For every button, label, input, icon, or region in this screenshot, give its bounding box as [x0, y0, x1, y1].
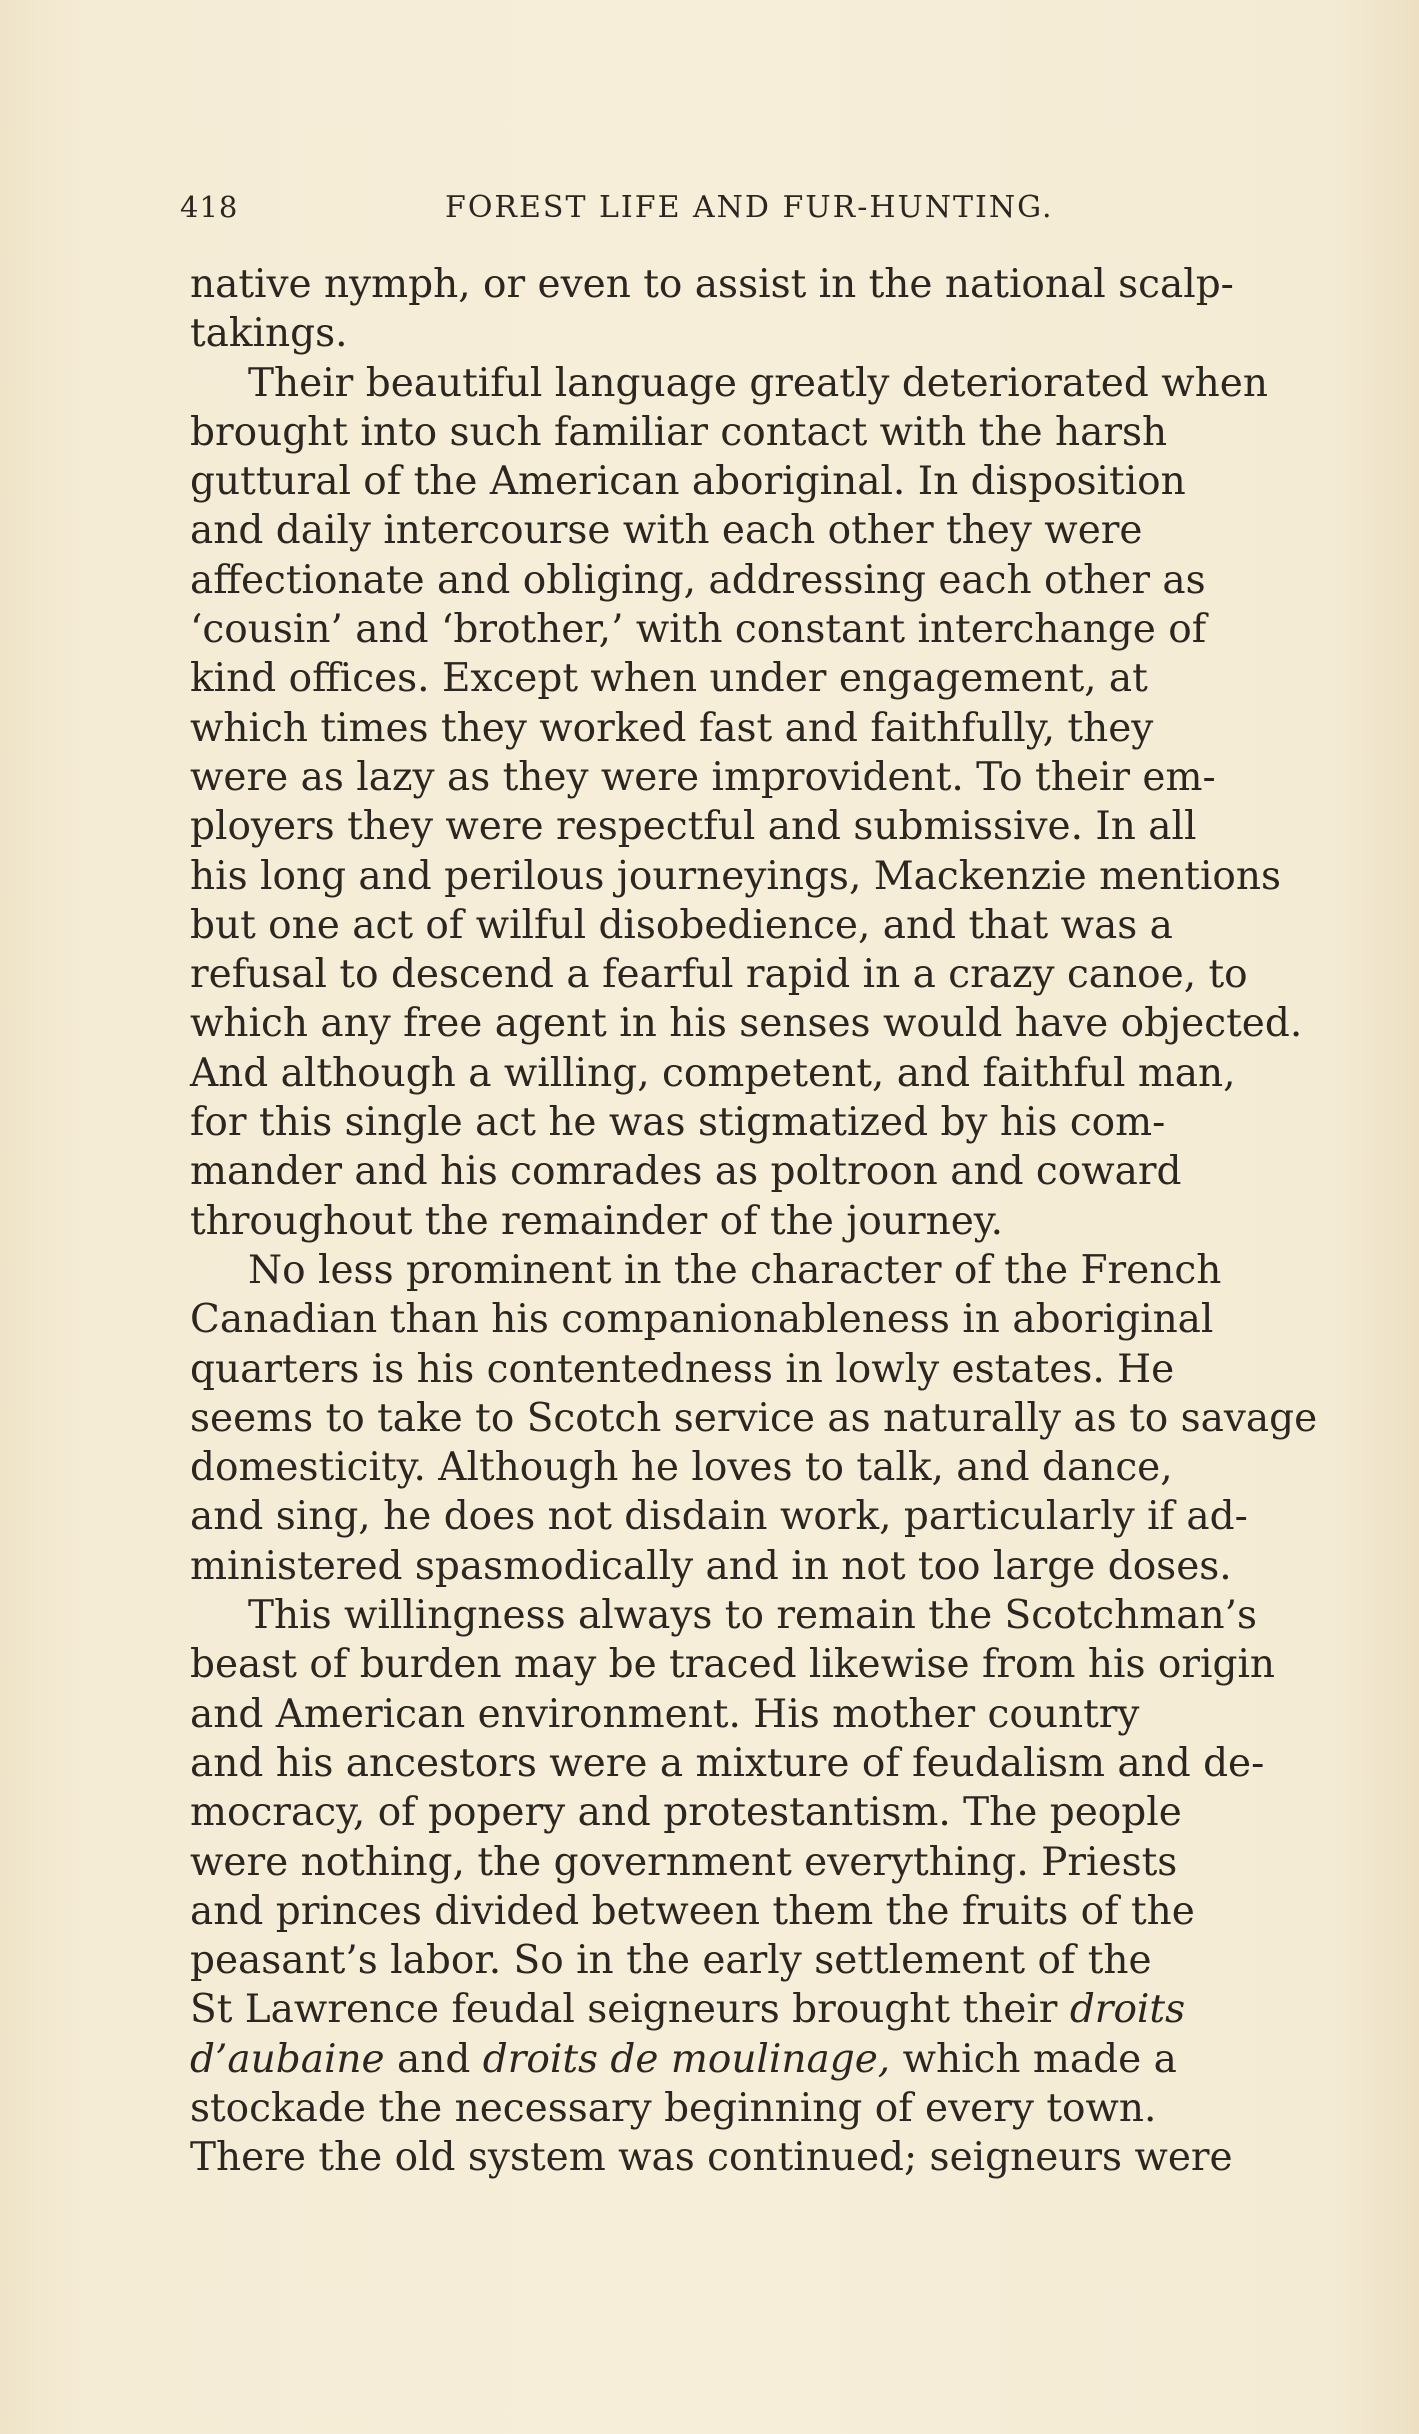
text-line	[190, 1739, 1340, 1788]
text-line	[190, 1394, 1340, 1443]
text-line	[190, 1098, 1340, 1147]
text-line	[190, 901, 1340, 950]
line-text: guttural of the American aboriginal. In disposition	[190, 459, 1186, 505]
line-text: native nymph, or even to assist in the national scalp-	[190, 262, 1234, 307]
text-line	[190, 1345, 1340, 1394]
italic-text: droits de moulinage,	[482, 2036, 891, 2082]
text-line	[190, 1246, 1340, 1295]
text-line	[190, 802, 1340, 851]
text-line	[190, 1591, 1340, 1640]
text-line	[190, 2133, 1340, 2182]
line-text: affectionate and obliging, addressing each other as	[190, 557, 1206, 603]
text-line	[190, 1197, 1340, 1246]
line-text: and American environment. His mother country	[190, 1691, 1140, 1737]
line-text: There the old system was continued; seigneurs were	[190, 2135, 1233, 2181]
line-text: which times they worked fast and faithfully, they	[190, 705, 1154, 751]
text-line	[190, 753, 1340, 802]
text-line	[190, 359, 1340, 408]
text-line	[190, 2084, 1340, 2133]
line-text: ployers they were respectful and submissive. In all	[190, 804, 1197, 850]
text-line	[190, 1838, 1340, 1887]
line-text: This willingness always to remain the Scotchman’s	[248, 1593, 1257, 1639]
text-line	[190, 2035, 1340, 2084]
body-text	[190, 260, 1340, 2183]
text-line	[190, 1049, 1340, 1098]
line-text: ministered spasmodically and in not too large doses.	[190, 1543, 1232, 1589]
text-line	[190, 1492, 1340, 1541]
text-line	[190, 1690, 1340, 1739]
line-text: his long and perilous journeyings, Mackenzie mentions	[190, 853, 1282, 899]
line-text: seems to take to Scotch service as naturally as to savage	[190, 1395, 1318, 1441]
line-text: brought into such familiar contact with the harsh	[190, 409, 1168, 455]
text-line	[190, 457, 1340, 506]
italic-text: droits	[1069, 1987, 1186, 2033]
line-text: throughout the remainder of the journey.	[190, 1198, 1004, 1244]
line-text: and daily intercourse with each other they were	[190, 508, 1143, 554]
line-text: beast of burden may be traced likewise from his origin	[190, 1642, 1276, 1688]
line-text: kind offices. Except when under engagement, at	[190, 656, 1148, 702]
text-line	[190, 506, 1340, 555]
text-line	[190, 605, 1340, 654]
text-line	[190, 704, 1340, 753]
line-text: refusal to descend a fearful rapid in a crazy canoe, to	[190, 952, 1248, 998]
text-line	[190, 260, 1340, 309]
line-text: and	[384, 2036, 483, 2082]
text-line	[190, 1295, 1340, 1344]
line-text: peasant’s labor. So in the early settlement of the	[190, 1938, 1152, 1984]
line-text: and princes divided between them the fruits of the	[190, 1888, 1195, 1934]
page-number: 418	[180, 190, 239, 224]
line-text: and sing, he does not disdain work, particularly if ad-	[190, 1494, 1248, 1540]
text-line	[190, 1542, 1340, 1591]
line-text: for this single act he was stigmatized by his com-	[190, 1100, 1166, 1146]
line-text: And although a willing, competent, and faithful man,	[190, 1050, 1236, 1096]
line-text: mander and his comrades as poltroon and coward	[190, 1149, 1182, 1195]
line-text: which made a	[890, 2036, 1177, 2082]
text-line	[190, 654, 1340, 703]
text-line	[190, 309, 1340, 358]
text-line	[190, 1887, 1340, 1936]
text-line	[190, 1147, 1340, 1196]
line-text: were nothing, the government everything. Priests	[190, 1839, 1178, 1885]
text-line	[190, 1640, 1340, 1689]
text-line	[190, 950, 1340, 999]
line-text: St Lawrence feudal seigneurs brought their	[190, 1987, 1070, 2033]
line-text: stockade the necessary beginning of every town.	[190, 2085, 1157, 2131]
line-text: ‘cousin’ and ‘brother,’ with constant interchange of	[190, 607, 1207, 653]
text-line	[190, 852, 1340, 901]
running-title: FOREST LIFE AND FUR-HUNTING.	[445, 190, 1054, 225]
text-line	[190, 999, 1340, 1048]
text-line	[190, 1443, 1340, 1492]
line-text: quarters is his contentedness in lowly estates. He	[190, 1346, 1175, 1392]
line-text: Canadian than his companionableness in aboriginal	[190, 1297, 1214, 1343]
text-line	[190, 556, 1340, 605]
text-line	[190, 1985, 1340, 2034]
line-text: mocracy, of popery and protestantism. The people	[190, 1790, 1182, 1836]
line-text: takings.	[190, 311, 348, 357]
line-text: Their beautiful language greatly deteriorated when	[248, 360, 1268, 406]
line-text: No less prominent in the character of the French	[248, 1247, 1222, 1293]
line-text: were as lazy as they were improvident. To their em-	[190, 754, 1216, 800]
line-text: domesticity. Although he loves to talk, and dance,	[190, 1445, 1173, 1491]
text-line	[190, 1788, 1340, 1837]
running-head	[180, 190, 1340, 240]
italic-text: d’aubaine	[190, 2036, 385, 2082]
text-line	[190, 408, 1340, 457]
text-line	[190, 1936, 1340, 1985]
line-text: but one act of wilful disobedience, and that was a	[190, 902, 1173, 948]
line-text: which any free agent in his senses would have objected.	[190, 1001, 1303, 1047]
line-text: and his ancestors were a mixture of feudalism and de-	[190, 1740, 1265, 1786]
